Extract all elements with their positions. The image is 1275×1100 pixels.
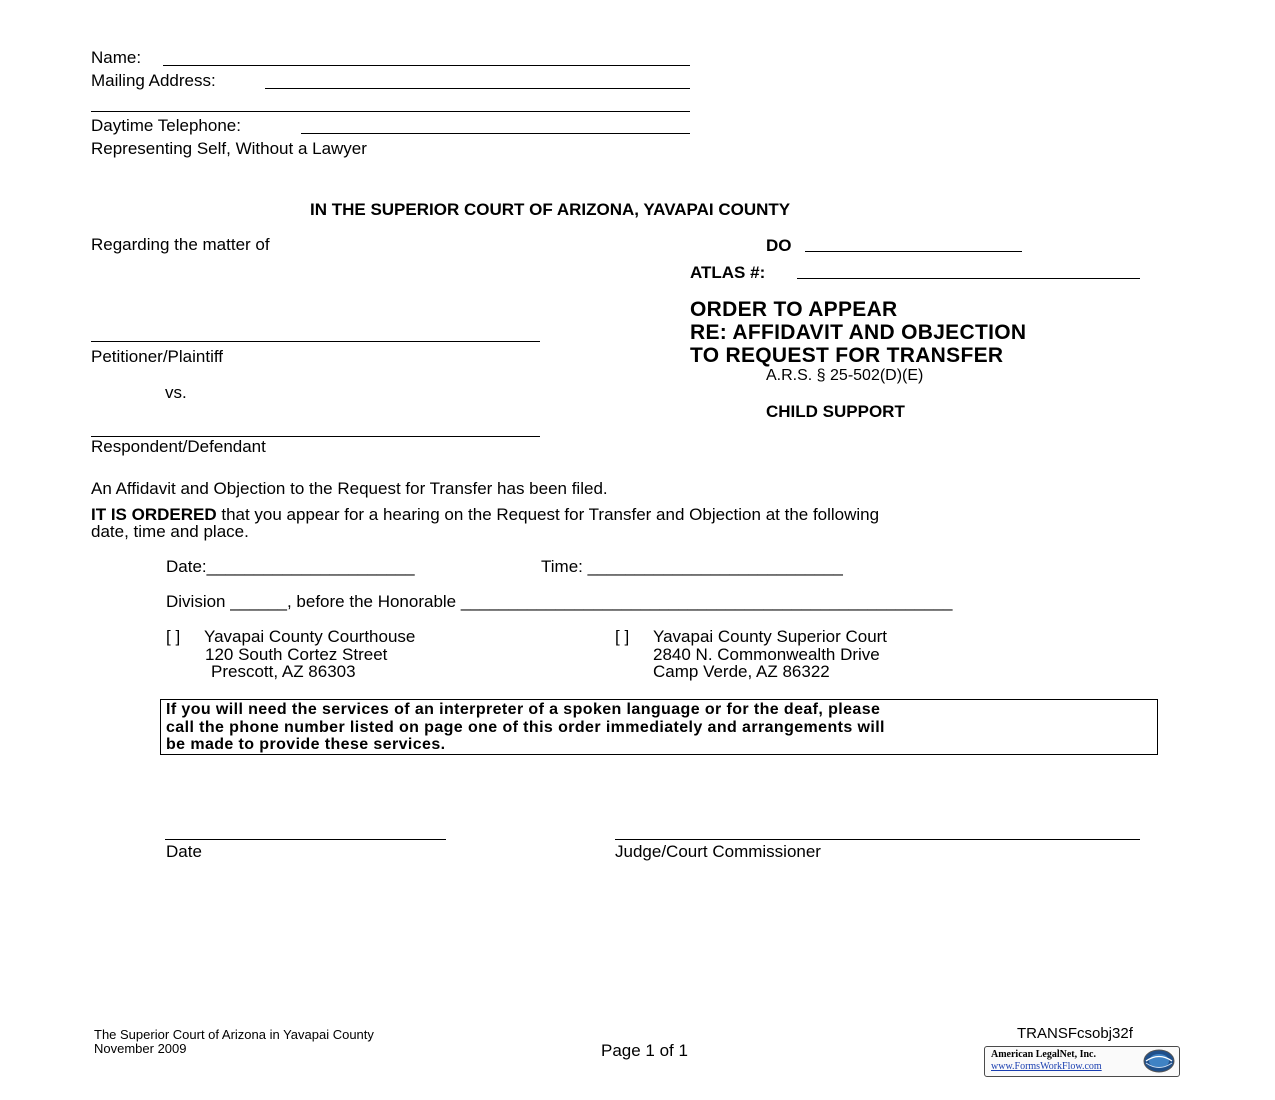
statute-reference: A.R.S. § 25-502(D)(E) (766, 367, 924, 384)
location-name: Yavapai County Superior Court (653, 627, 888, 646)
ordered-bold: IT IS ORDERED (91, 505, 217, 524)
ordered-text-2: date, time and place. (91, 522, 249, 541)
court-title: IN THE SUPERIOR COURT OF ARIZONA, YAVAPAI COUNTY (310, 200, 791, 219)
do-label: DO (766, 236, 792, 255)
document-title-line-1: ORDER TO APPEAR (690, 298, 898, 321)
footer-date-line: November 2009 (94, 1041, 187, 1056)
location-street: 120 South Cortez Street (205, 645, 388, 664)
form-code: TRANSFcsobj32f (1017, 1025, 1133, 1042)
respondent-label: Respondent/Defendant (91, 437, 266, 456)
location-city: Prescott, AZ 86303 (211, 662, 356, 681)
location-street: 2840 N. Commonwealth Drive (653, 645, 880, 664)
interpreter-notice-box (160, 699, 1158, 755)
atlas-label: ATLAS #: (690, 263, 766, 282)
notice-line-1: If you will need the services of an interpreter of a spoken language or for the deaf, please (166, 701, 881, 718)
document-title-line-2: RE: AFFIDAVIT AND OBJECTION (690, 321, 1027, 344)
page-number: Page 1 of 1 (601, 1041, 688, 1060)
notice-line-3: be made to provide these services. (166, 736, 446, 753)
child-support-subtitle: CHILD SUPPORT (766, 402, 905, 421)
mailing-address-line[interactable] (265, 88, 690, 89)
regarding-label: Regarding the matter of (91, 235, 270, 254)
vs-label: vs. (165, 383, 187, 402)
signature-date-label: Date (166, 842, 202, 861)
footer-court-line: The Superior Court of Arizona in Yavapai County (94, 1027, 374, 1042)
logo-company-text: American LegalNet, Inc. (991, 1049, 1096, 1060)
name-label: Name: (91, 48, 142, 67)
location-checkbox[interactable]: [ ] (615, 627, 630, 646)
globe-icon (1142, 1048, 1176, 1074)
mailing-address-line-2[interactable] (91, 111, 690, 112)
division-field[interactable]: Division ______, before the Honorable ____________________________________________________ (166, 592, 953, 611)
mailing-address-label: Mailing Address: (91, 71, 216, 90)
american-legalnet-logo[interactable] (984, 1046, 1180, 1077)
petitioner-line[interactable] (91, 341, 540, 342)
signature-date-line[interactable] (165, 839, 446, 840)
location-city: Camp Verde, AZ 86322 (653, 662, 830, 681)
hearing-date-field[interactable]: Date:______________________ (166, 557, 415, 576)
do-line[interactable] (805, 251, 1022, 252)
daytime-telephone-label: Daytime Telephone: (91, 116, 241, 135)
hearing-time-field[interactable]: Time: ___________________________ (541, 557, 843, 576)
ordered-text-1: that you appear for a hearing on the Request for Transfer and Objection at the following (216, 505, 880, 524)
filed-statement: An Affidavit and Objection to the Request for Transfer has been filed. (91, 479, 608, 498)
representing-label: Representing Self, Without a Lawyer (91, 139, 367, 158)
logo-url-link[interactable]: www.FormsWorkFlow.com (991, 1061, 1102, 1072)
location-name: Yavapai County Courthouse (204, 627, 416, 646)
location-checkbox[interactable]: [ ] (166, 627, 181, 646)
daytime-telephone-line[interactable] (301, 133, 690, 134)
document-title-line-3: TO REQUEST FOR TRANSFER (690, 344, 1004, 367)
notice-line-2: call the phone number listed on page one of this order immediately and arrangements will (166, 719, 885, 736)
name-line[interactable] (163, 65, 690, 66)
atlas-line[interactable] (797, 278, 1140, 279)
judge-signature-label: Judge/Court Commissioner (615, 842, 821, 861)
petitioner-label: Petitioner/Plaintiff (91, 347, 223, 366)
judge-signature-line[interactable] (615, 839, 1140, 840)
